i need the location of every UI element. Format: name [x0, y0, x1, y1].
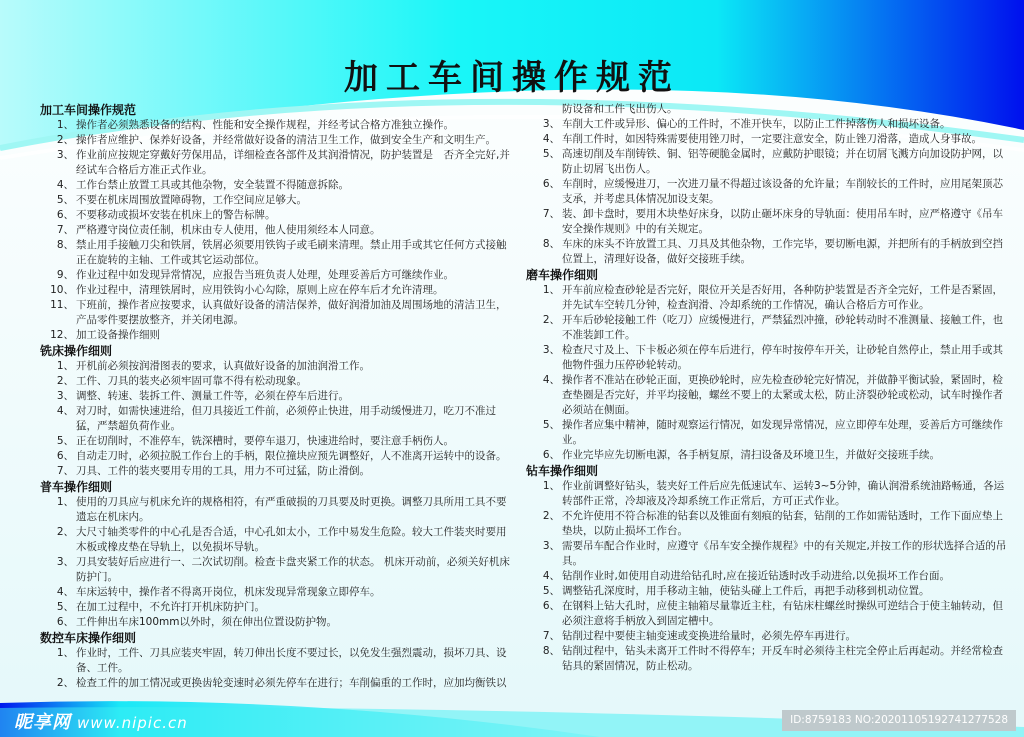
watermark-url: www.nipic.cn: [77, 714, 188, 732]
item-number: 9、: [56, 269, 74, 281]
list-item: [40, 359, 514, 374]
list-item: [526, 237, 1010, 267]
item-number: 1、: [56, 496, 74, 508]
list-item: [40, 283, 514, 298]
item-number: 11、: [50, 299, 74, 311]
list-item: [40, 374, 514, 389]
list-item: [526, 147, 1010, 177]
item-number: 10、: [50, 284, 74, 296]
item-text: 工件伸出车床100mm以外时，须在伸出位置设防护物。: [76, 616, 337, 628]
item-text: 检查尺寸及上、下卡板必须在停车后进行，停车时按停车开关，让砂轮自然停止，禁止用手或其他物件强力压停砂轮转动。: [562, 344, 1003, 371]
list-item: [526, 283, 1010, 313]
list-item: [40, 585, 514, 600]
item-number: 6、: [542, 449, 560, 461]
item-number: 8、: [542, 645, 560, 657]
item-number: 5、: [542, 585, 560, 597]
item-text: 使用的刀具应与机床允许的规格相符，有严重破损的刀具要及时更换。调整刀具所用工具不要遗忘在机床内。: [76, 496, 507, 523]
item-number: 5、: [56, 435, 74, 447]
continued-text: 防设备和工件飞出伤人。: [562, 103, 678, 115]
item-number: 8、: [56, 239, 74, 251]
item-text: 操作者应维护、保养好设备，并经常做好设备的清洁卫生工作，做到安全生产和文明生产。: [76, 134, 496, 146]
item-text: 开机前必须按润滑图表的要求，认真做好设备的加油润滑工作。: [76, 360, 370, 372]
list-item: [526, 644, 1010, 674]
list-item: [526, 629, 1010, 644]
section: [526, 267, 1010, 463]
list-item: [40, 555, 514, 585]
item-text: 操作者应集中精神，随时观察运行情况，如发现异常情况，应立即停车处理，妥善后方可继续作业。: [562, 419, 1003, 446]
item-number: 2、: [56, 375, 74, 387]
item-text: 对刀时，如需快速进给，但刀具接近工件前，必须停止快进，用手动缓慢进刀，吃刀不准过猛，严禁超负荷作业。: [76, 405, 496, 432]
list-item: [526, 539, 1010, 569]
item-text: 作业前应按规定穿戴好劳保用品，详细检查各部件及其润滑情况，防护装置是 否齐全完好,并经试车合格后方准正式作业。: [76, 149, 510, 176]
item-text: 不要在机床周围放置障碍物，工作空间应足够大。: [76, 194, 307, 206]
item-text: 刀具、工件的装夹要用专用的工具，用力不可过猛，防止滑倒。: [76, 465, 370, 477]
item-number: 7、: [542, 208, 560, 220]
item-number: 6、: [56, 450, 74, 462]
list-item: [40, 268, 514, 283]
item-text: 作业时，工件、刀具应装夹牢固，转刀伸出长度不要过长，以免发生强烈震动，损坏刀具、设备、工件。: [76, 647, 507, 674]
list-item: [526, 313, 1010, 343]
item-text: 高速切削及车削铸铁、铜、铝等硬脆金属时，应戴防护眼镜；并在切屑飞溅方向加设防护网，以防止切屑飞出伤人。: [562, 148, 1003, 175]
item-number: 7、: [542, 630, 560, 642]
section-heading: 磨车操作细则: [526, 268, 599, 282]
item-number: 6、: [56, 209, 74, 221]
list-item: [526, 479, 1010, 509]
item-text: 作业过程中，清理铁屑时，应用铁钩小心勾除，原则上应在停车后才允许清理。: [76, 284, 444, 296]
right-column: [526, 102, 1010, 674]
list-item: [40, 193, 514, 208]
item-text: 工作台禁止放置工具或其他杂物，安全装置不得随意拆除。: [76, 179, 349, 191]
item-number: 6、: [542, 178, 560, 190]
section: [526, 463, 1010, 674]
list-item: [40, 464, 514, 479]
item-text: 作业完毕应先切断电源，各手柄复原，清扫设备及环境卫生，并做好交接班手续。: [562, 449, 940, 461]
item-text: 车床的床头不许放置工具、刀具及其他杂物，工作完毕，要切断电源，并把所有的手柄放到空挡位置上，清理好设备，做好交接班手续。: [562, 238, 1003, 265]
item-text: 车削时，应缓慢进刀，一次进刀量不得超过该设备的允许量；车削较长的工件时，应用尾架顶芯支承，并考虑具体情况加设支架。: [562, 178, 1003, 205]
list-item: [40, 133, 514, 148]
section: [40, 102, 514, 343]
list-item: [40, 223, 514, 238]
item-text: 不要移动或损坏安装在机床上的警告标牌。: [76, 209, 276, 221]
left-column: [40, 102, 514, 691]
item-number: 2、: [56, 526, 74, 538]
watermark-logo: [14, 712, 188, 734]
item-text: 开车前应检查砂轮是否完好，限位开关是否好用，各种防护装置是否齐全完好，工件是否紧固，并先试车空转几分钟，检查润滑、冷却系统的工作情况，确认合格后方可作业。: [562, 284, 1003, 311]
item-number: 7、: [56, 224, 74, 236]
item-number: 6、: [56, 616, 74, 628]
watermark-logo-text: 昵享网: [14, 712, 71, 733]
list-item: [40, 600, 514, 615]
item-number: 4、: [542, 133, 560, 145]
list-item: [526, 599, 1010, 629]
item-number: 1、: [542, 284, 560, 296]
item-text: 需要吊车配合作业时，应遵守《吊车安全操作规程》中的有关规定,并按工作的形状选择合适的吊具。: [562, 540, 1007, 567]
item-number: 1、: [56, 647, 74, 659]
item-text: 钻削过程中要使主轴变速或变换进给量时，必须先停车再进行。: [562, 630, 856, 642]
section-heading: 普车操作细则: [40, 480, 113, 494]
section: [40, 343, 514, 479]
item-text: 操作者必须熟悉设备的结构、性能和安全操作规程，并经考试合格方准独立操作。: [76, 119, 454, 131]
list-item: [526, 207, 1010, 237]
item-number: 4、: [56, 179, 74, 191]
item-number: 6、: [542, 600, 560, 612]
list-item: [526, 584, 1010, 599]
item-number: 5、: [56, 194, 74, 206]
list-item: [40, 298, 514, 328]
list-item: [526, 343, 1010, 373]
item-text: 操作者不准站在砂轮正面，更换砂轮时，应先检查砂轮完好情况，并做静平衡试验，紧固时，检查垫圈是否完好，并平均接触，螺丝不要上的太紧或太松，防止济裂砂轮或松动，试车时操作者必须站在侧面。: [562, 374, 1003, 416]
list-item: [40, 646, 514, 676]
list-item: [526, 132, 1010, 147]
item-number: 1、: [56, 119, 74, 131]
item-number: 8、: [542, 238, 560, 250]
item-text: 调整、转速、装拆工件、测量工件等，必须在停车后进行。: [76, 390, 349, 402]
item-text: 严格遵守岗位责任制，机床由专人使用，他人使用须经本人同意。: [76, 224, 381, 236]
item-text: 装、卸卡盘时，要用木块垫好床身，以防止砸坏床身的导轨面：使用吊车时，应严格遵守《吊车安全操作规则》中的有关规定。: [562, 208, 1003, 235]
item-number: 3、: [56, 149, 74, 161]
item-number: 4、: [56, 586, 74, 598]
item-number: 4、: [542, 570, 560, 582]
item-text: 不允许使用不符合标准的钻套以及锥面有刻痕的钻套，钻削的工作如需钻透时，工作下面应垫上垫块，以防止损坏工作台。: [562, 510, 1003, 537]
list-item: [40, 238, 514, 268]
item-number: 7、: [56, 465, 74, 477]
item-text: 正在切削时，不准停车，铣深槽时，要停车退刀，快速进给时，要注意手柄伤人。: [76, 435, 454, 447]
list-item: [40, 404, 514, 434]
item-number: 12、: [50, 329, 74, 341]
item-text: 大尺寸轴类零件的中心孔是否合适，中心孔如太小，工作中易发生危险。较大工件装夹时要用木板或橡皮垫在导轨上，以免损坏导轨。: [76, 526, 507, 553]
item-number: 4、: [56, 405, 74, 417]
item-number: 3、: [56, 390, 74, 402]
item-text: 钻削作业时,如使用自动进给钻孔时,应在接近钻透时改手动进给,以免损坏工作台面。: [562, 570, 951, 582]
list-item: [40, 178, 514, 193]
item-number: 5、: [56, 601, 74, 613]
section-heading: 加工车间操作规范: [40, 103, 137, 117]
watermark-id: ID:8759183 NO:20201105192741277528: [782, 710, 1016, 731]
list-item: [526, 177, 1010, 207]
item-text: 在钢料上钻大孔时，应使主轴箱尽量靠近主柱，有钻床柱螺丝时操纵可逆结合于使主轴转动，但必须注意将手柄放入到固定槽中。: [562, 600, 1003, 627]
list-item: [526, 418, 1010, 448]
section: [40, 630, 514, 691]
item-number: 1、: [56, 360, 74, 372]
list-item: [40, 676, 514, 691]
list-item: [40, 615, 514, 630]
item-text: 车削工件时，如因特殊需要使用锉刀时，一定要注意安全，防止锉刀滑落，造成人身事故。: [562, 133, 982, 145]
item-text: 禁止用手接触刀尖和铁屑，铁屑必须要用铁钩子或毛刷来清理。禁止用手或其它任何方式接触正在旋转的主轴、工件或其它运动部位。: [76, 239, 507, 266]
list-item: [40, 434, 514, 449]
list-item: [40, 449, 514, 464]
item-text: 钻削过程中，钻头未离开工件时不得停车；开反车时必须待主柱完全停止后再起动。并经常检查钻具的紧固情况，防止松动。: [562, 645, 1003, 672]
item-text: 自动走刀时，必须拉脱工作台上的手柄，限位撞块应预先调整好，人不准离开运转中的设备。: [76, 450, 507, 462]
item-text: 下班前，操作者应按要求，认真做好设备的清洁保养，做好润滑加油及周围场地的清洁卫生，产品零件要摆放整齐，并关闭电源。: [76, 299, 507, 326]
item-number: 2、: [542, 510, 560, 522]
list-item: [40, 208, 514, 223]
item-text: 调整钻孔深度时，用手移动主轴，使钻头碰上工件后，再把手动移到机动位置。: [562, 585, 930, 597]
section-heading: 钻车操作细则: [526, 464, 599, 478]
item-text: 作业前调整好钻头，装夹好工件后应先低速试车、运转3~5分钟，确认润滑系统油路畅通，各运转部件正常，冷却液及冷却系统工作正常后，方可正式作业。: [562, 480, 1005, 507]
item-number: 3、: [542, 540, 560, 552]
item-number: 5、: [542, 419, 560, 431]
list-item: [526, 509, 1010, 539]
list-item: [40, 389, 514, 404]
list-item: [40, 328, 514, 343]
item-number: 3、: [542, 344, 560, 356]
item-text: 加工设备操作细则: [76, 329, 160, 341]
item-number: 2、: [56, 677, 74, 689]
item-text: 检查工件的加工情况或更换齿轮变速时必须先停车在进行；车削偏重的工作时，应加均衡铁以: [76, 677, 507, 689]
list-item: [40, 525, 514, 555]
item-text: 在加工过程中，不允许打开机床防护门。: [76, 601, 265, 613]
page-title: 加工车间操作规范: [344, 58, 680, 98]
item-number: 2、: [56, 134, 74, 146]
list-item: [40, 148, 514, 178]
item-text: 工件、刀具的装夹必须牢固可靠不得有松动现象。: [76, 375, 307, 387]
item-number: 3、: [542, 118, 560, 130]
list-item: [526, 373, 1010, 418]
list-item: [526, 569, 1010, 584]
section-heading: 数控车床操作细则: [40, 631, 137, 645]
item-text: 作业过程中如发现异常情况，应报告当班负责人处理，处理妥善后方可继续作业。: [76, 269, 454, 281]
section: [40, 479, 514, 630]
item-text: 开车后砂轮接触工件（吃刀）应缓慢进行，严禁猛烈冲撞，砂轮转动时不准测量、接触工件，也不准装卸工件。: [562, 314, 1003, 341]
item-text: 车床运转中，操作者不得离开岗位，机床发现异常现象立即停车。: [76, 586, 381, 598]
section-heading: 铣床操作细则: [40, 344, 113, 358]
item-number: 1、: [542, 480, 560, 492]
item-text: 车削大工件或异形、偏心的工件时，不准开快车，以防止工件掉落伤人和损坏设备。: [562, 118, 951, 130]
item-text: 刀具安装好后应进行一、二次试切削。检查卡盘夹紧工作的状态。 机床开动前，必须关好机床防护门。: [76, 556, 510, 583]
list-item: [40, 495, 514, 525]
item-number: 5、: [542, 148, 560, 160]
item-number: 3、: [56, 556, 74, 568]
list-item: [526, 117, 1010, 132]
list-item: [40, 118, 514, 133]
item-number: 4、: [542, 374, 560, 386]
list-item: [526, 448, 1010, 463]
item-number: 2、: [542, 314, 560, 326]
